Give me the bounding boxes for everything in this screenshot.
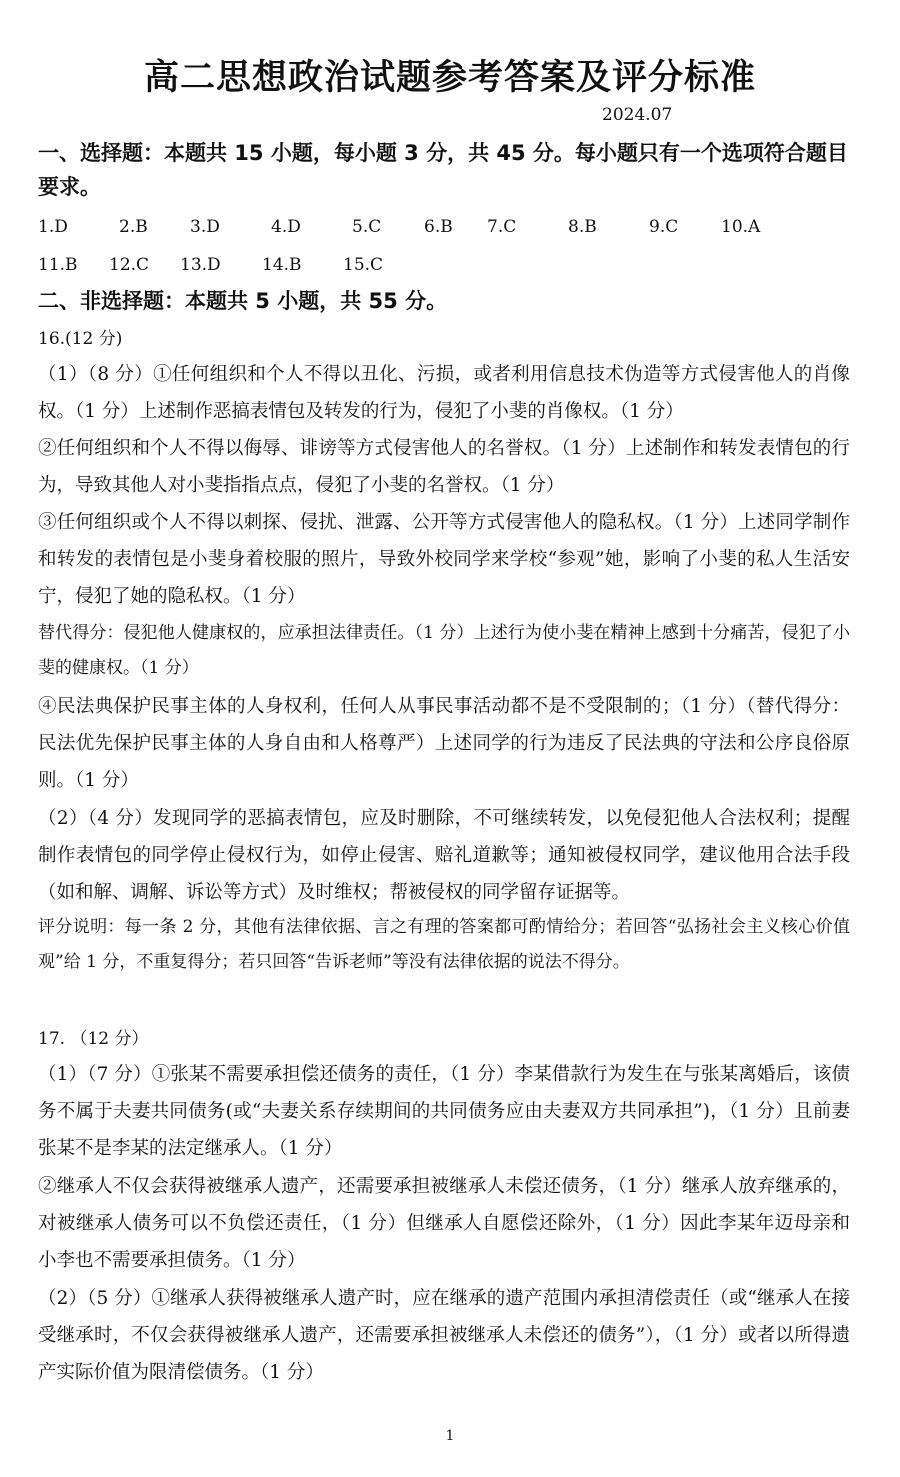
answer-item: 13.D: [180, 255, 221, 275]
exam-date: 2024.07: [602, 105, 673, 125]
section2-heading: 二、非选择题：本题共 5 小题，共 55 分。: [38, 289, 448, 313]
question-17-label: 17. （12 分）: [38, 1029, 149, 1049]
answer-item: 1.D: [38, 217, 68, 237]
answer-item: 14.B: [262, 255, 302, 275]
q16-part1-point1: （1）（8 分）①任何组织和个人不得以丑化、污损，或者利用信息技术伪造等方式侵害他人的肖像权。（1 分）上述制作恶搞表情包及转发的行为，侵犯了小斐的肖像权。（1 分）: [38, 364, 850, 422]
q17-part1-point1: （1）（7 分）①张某不需要承担偿还债务的责任，（1 分）李某借款行为发生在与张某离婚后，该债务不属于夫妻共同债务(或“夫妻关系存续期间的共同债务应由夫妻双方共同承担”)，（1 分）且前妻张某不是李某的法定继承人。（1 分）: [38, 1064, 850, 1159]
answer-item: 7.C: [487, 217, 517, 237]
answer-item: 6.B: [424, 217, 453, 237]
q16-part1-point3: ③任何组织或个人不得以刺探、侵扰、泄露、公开等方式侵害他人的隐私权。（1 分）上述同学制作和转发的表情包是小斐身着校服的照片，导致外校同学来学校“参观”她，影响了小斐的私人生活安宁，侵犯了她的隐私权。（1 分）: [38, 512, 850, 607]
q16-part2: （2）（4 分）发现同学的恶搞表情包，应及时删除，不可继续转发，以免侵犯他人合法权利；提醒制作表情包的同学停止侵权行为，如停止侵害、赔礼道歉等；通知被侵权同学，建议他用合法手段（如和解、调解、诉讼等方式）及时维权；帮被侵权的同学留存证据等。: [38, 808, 850, 903]
page-title: 高二思想政治试题参考答案及评分标准: [143, 58, 756, 98]
answer-item: 2.B: [119, 217, 148, 237]
q16-scoring-note: 评分说明：每一条 2 分，其他有法律依据、言之有理的答案都可酌情给分；若回答“弘扬社会主义核心价值观”给 1 分，不重复得分；若只回答“告诉老师”等没有法律依据的说法不得分。: [38, 917, 850, 972]
answer-item: 5.C: [352, 217, 382, 237]
q16-alternative-score: 替代得分：侵犯他人健康权的，应承担法律责任。（1 分）上述行为使小斐在精神上感到十分痛苦，侵犯了小斐的健康权。（1 分）: [38, 623, 850, 678]
answer-item: 3.D: [190, 217, 220, 237]
answer-item: 4.D: [271, 217, 301, 237]
q17-part1-point2: ②继承人不仅会获得被继承人遗产，还需要承担被继承人未偿还债务，（1 分）继承人放弃继承的，对被继承人债务可以不负偿还责任，（1 分）但继承人自愿偿还除外，（1 分）因此李某年迈母亲和小李也不需要承担债务。（1 分）: [38, 1176, 850, 1271]
q16-part1-point4: ④民法典保护民事主体的人身权利，任何人从事民事活动都不是不受限制的；（1 分）（替代得分：民法优先保护民事主体的人身自由和人格尊严）上述同学的行为违反了民法典的守法和公序良俗原则。（1 分）: [38, 696, 850, 791]
answer-item: 15.C: [343, 255, 384, 275]
q16-part1-point2: ②任何组织和个人不得以侮辱、诽谤等方式侵害他人的名誉权。（1 分）上述制作和转发表情包的行为，导致其他人对小斐指指点点，侵犯了小斐的名誉权。（1 分）: [38, 438, 850, 496]
answer-item: 10.A: [721, 217, 761, 237]
answer-item: 8.B: [568, 217, 597, 237]
page-number: 1: [445, 1428, 455, 1444]
question-16-label: 16.(12 分): [38, 329, 123, 349]
q17-part2-point1: （2）（5 分）①继承人获得被继承人遗产时，应在继承的遗产范围内承担清偿责任（或“继承人在接受继承时，不仅会获得被继承人遗产，还需要承担被继承人未偿还的债务”），（1 分）或者以所得遗产实际价值为限清偿债务。（1 分）: [38, 1288, 850, 1383]
answer-item: 9.C: [649, 217, 679, 237]
section1-heading: 一、选择题：本题共 15 小题，每小题 3 分，共 45 分。每小题只有一个选项符合题目要求。: [38, 141, 848, 199]
answer-item: 12.C: [109, 255, 150, 275]
answer-item: 11.B: [38, 255, 78, 275]
